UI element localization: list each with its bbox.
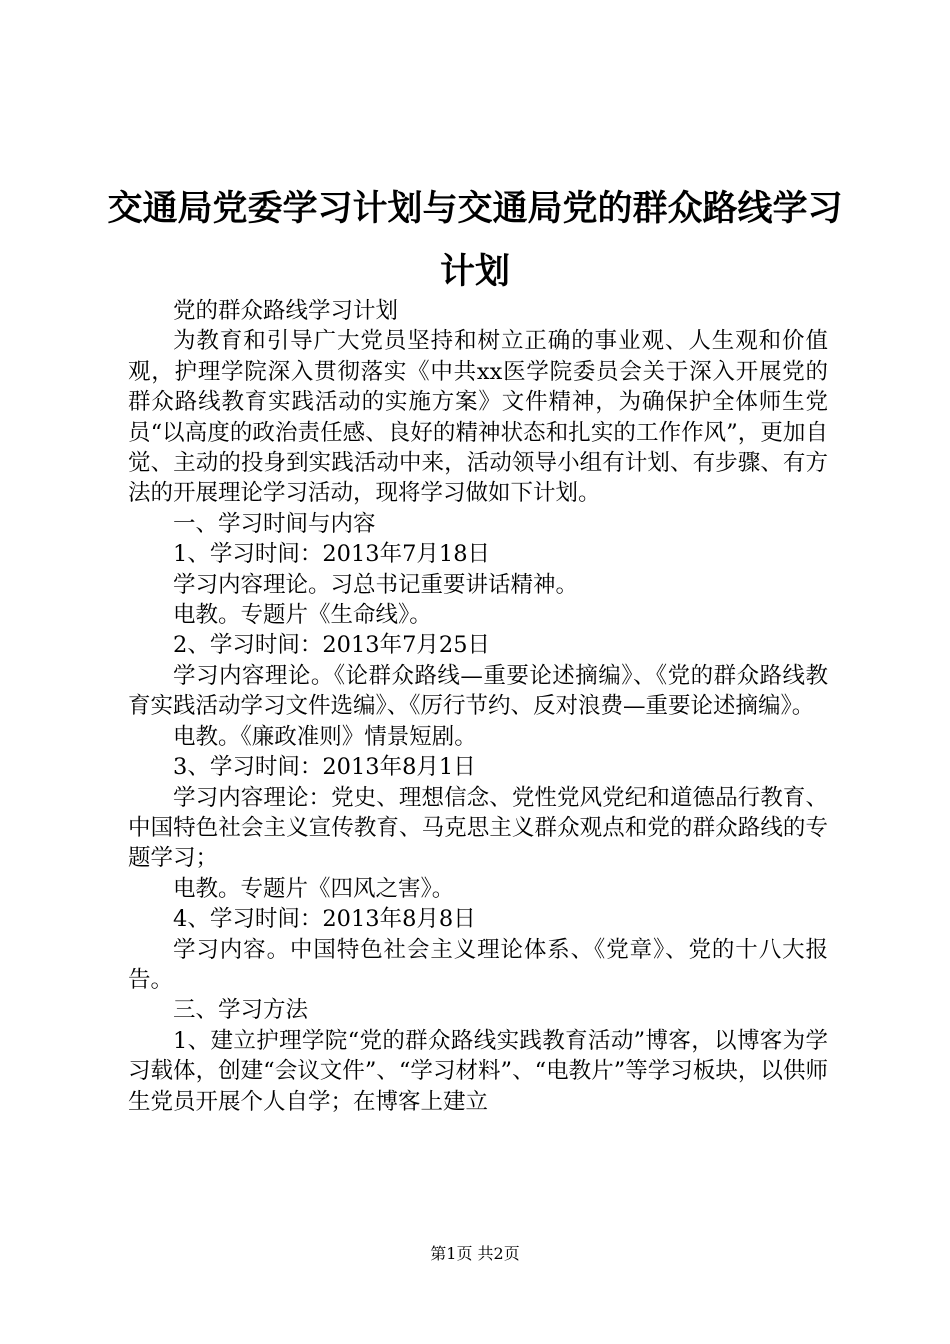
paragraph: 党的群众路线学习计划 <box>173 298 399 324</box>
paragraph: 3、学习时间：2013年8月1日 <box>173 754 476 781</box>
section-heading: 三、学习方法 <box>173 997 309 1024</box>
paragraph: 学习内容理论。习总书记重要讲话精神。 <box>173 571 579 598</box>
paragraph: 学习内容理论：党史、理想信念、党性党风党纪和道德品行教育、中国特色社会主义宣传教育、马克思主义群众观点和党的群众路线的专题学习； <box>128 784 828 872</box>
document-title: 交通局党委学习计划与交通局党的群众路线学习计划 <box>107 189 843 292</box>
paragraph: 学习内容理论。《论群众路线—重要论述摘编》、《党的群众路线教育实践活动学习文件选编》、《厉行节约、反对浪费—重要论述摘编》。 <box>128 662 828 720</box>
paragraph: 2、学习时间：2013年7月25日 <box>173 632 491 659</box>
paragraph: 电教。专题片《四风之害》。 <box>173 875 455 902</box>
page-footer: 第1页 共2页 <box>430 1244 520 1263</box>
section-heading: 一、学习时间与内容 <box>173 510 376 537</box>
paragraph: 电教。《廉政准则》情景短剧。 <box>173 723 477 750</box>
paragraph: 1、学习时间：2013年7月18日 <box>173 541 491 568</box>
paragraph: 学习内容。中国特色社会主义理论体系、《党章》、党的十八大报告。 <box>128 936 828 993</box>
paragraph: 为教育和引导广大党员坚持和树立正确的事业观、人生观和价值观，护理学院深入贯彻落实《中共xx医学院委员会关于深入开展党的群众路线教育实践活动的实施方案》文件精神，为确保护全体师生党员“以高度的政治责任感、良好的精神状态和扎实的工作作风”，更加自觉、主动的投身到实践活动中来，活动领导小组有计划、有步骤、有方法的开展理论学习活动，现将学习做如下计划。 <box>128 328 828 507</box>
paragraph: 电教。专题片《生命线》。 <box>173 602 432 629</box>
paragraph: 4、学习时间：2013年8月8日 <box>173 906 476 933</box>
document-body <box>128 296 828 1117</box>
paragraph: 1、建立护理学院“党的群众路线实践教育活动”博客，以博客为学习载体，创建“会议文件”、“学习材料”、“电教片”等学习板块，以供师生党员开展个人自学；在博客上建立 <box>128 1027 828 1115</box>
